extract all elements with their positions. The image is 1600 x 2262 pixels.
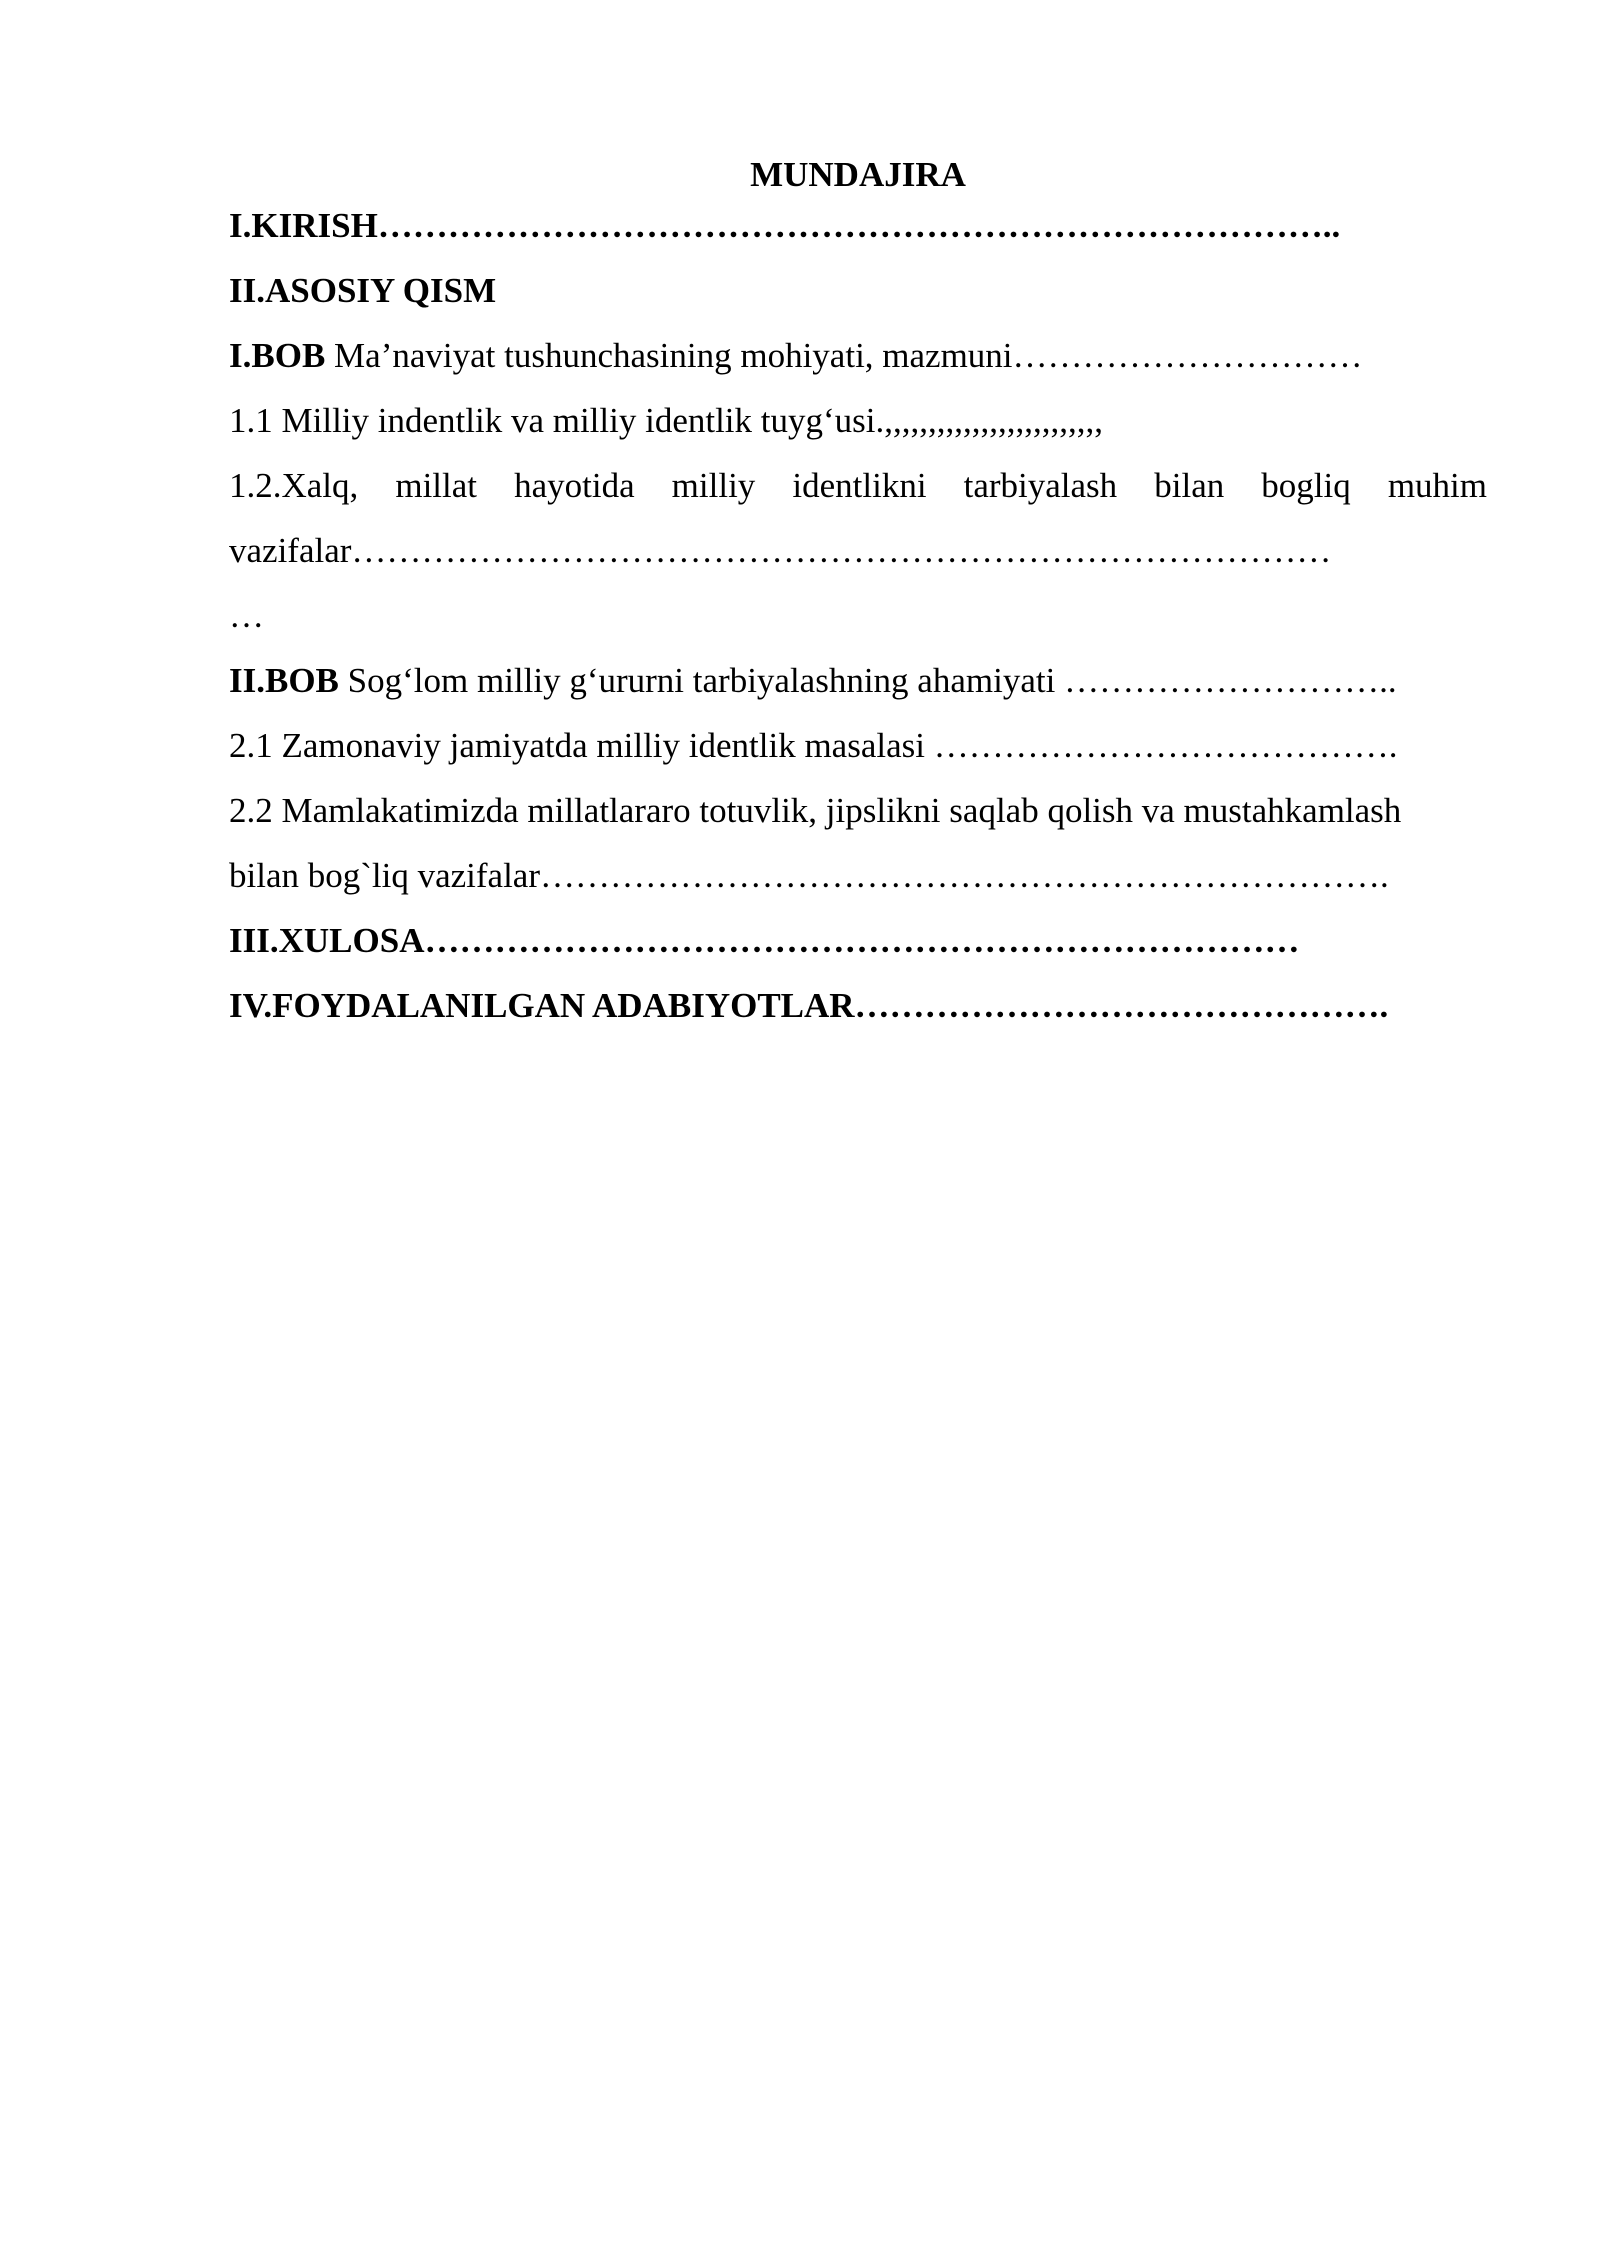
- toc-entry-xulosa: III.XULOSA…………………………………………………………………: [229, 921, 1300, 960]
- toc-entry-2-2-line-2: bilan bog`liq vazifalar……………………………………………………………….: [229, 856, 1389, 895]
- bob-2-title: Sog‘lom milliy g‘ururni tarbiyalashning ahamiyati ………………………..: [338, 661, 1397, 700]
- toc-entry-bob-1: [229, 323, 1487, 388]
- table-of-contents-page: [229, 148, 1487, 1038]
- toc-entry-kirish: I.KIRISH………………………………………………………………………..: [229, 206, 1341, 245]
- toc-entry-2-1: 2.1 Zamonaviy jamiyatda milliy identlik masalasi ………………………………….: [229, 726, 1398, 765]
- toc-entry-asosiy-qism: II.ASOSIY QISM: [229, 271, 497, 310]
- page-title: MUNDAJIRA: [750, 155, 966, 194]
- bob-2-label: II.BOB: [229, 661, 339, 700]
- toc-entry-1-1: 1.1 Milliy indentlik va milliy identlik tuyg‘usi.,,,,,,,,,,,,,,,,,,,,,,,,,: [229, 401, 1104, 440]
- bob-1-label: I.BOB: [229, 336, 326, 375]
- toc-entry-2-2-line-1: 2.2 Mamlakatimizda millatlararo totuvlik, jipslikni saqlab qolish va mustahkamlash: [229, 791, 1402, 830]
- toc-entry-adabiyotlar: IV.FOYDALANILGAN ADABIYOTLAR……………………………………….: [229, 986, 1389, 1025]
- toc-entry-1-2-line-1: 1.2.Xalq, millat hayotida milliy identlikni tarbiyalash bilan bogliq muhim: [229, 466, 1487, 505]
- bob-1-title: Ma’naviyat tushunchasining mohiyati, mazmuni…………………………: [325, 336, 1363, 375]
- toc-entry-1-2-line-2: vazifalar…………………………………………………………………………: [229, 531, 1332, 570]
- toc-entry-bob-2: [229, 648, 1487, 713]
- toc-entry-1-2-line-3: …: [229, 596, 264, 635]
